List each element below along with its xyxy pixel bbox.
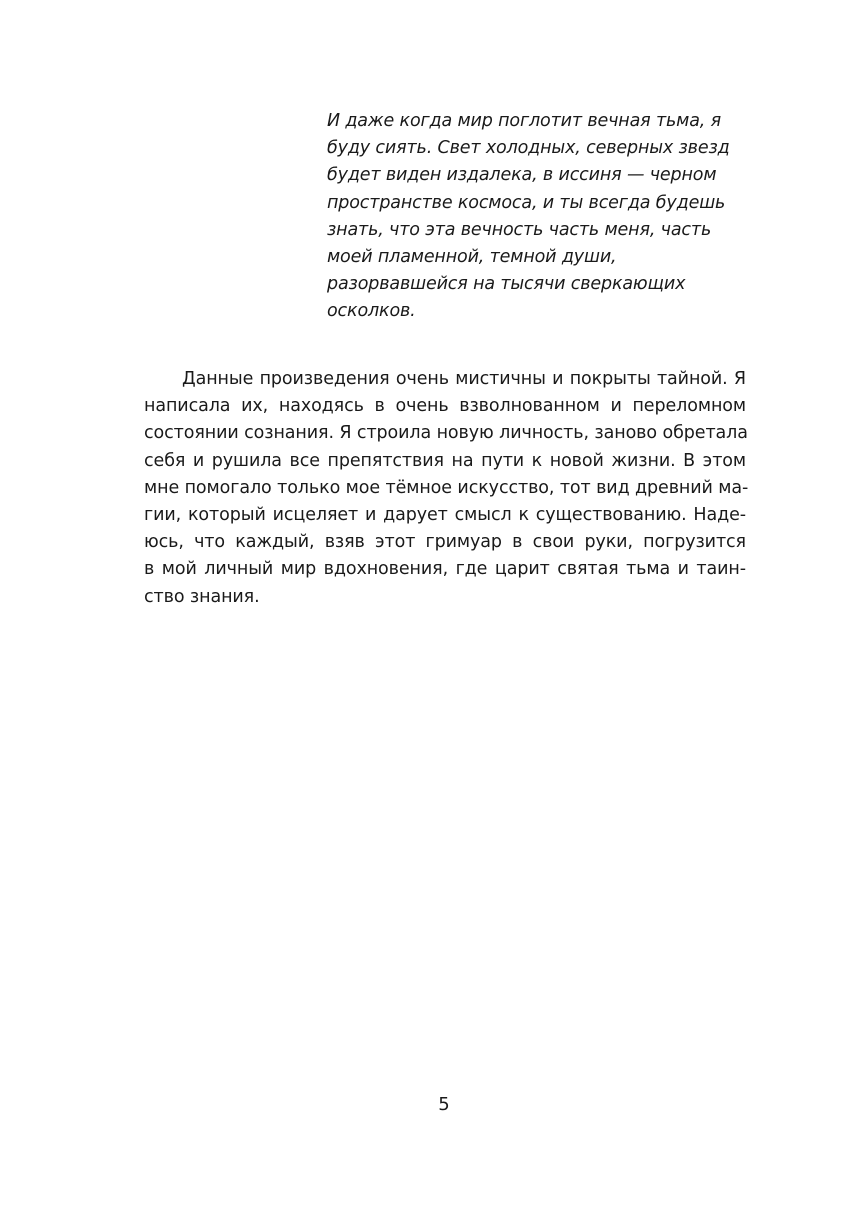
- body-line: написала их, находясь в очень взволнованном и переломном: [144, 396, 746, 417]
- body-line: мне помогало только мое тёмное искусство, тот вид древний ма-: [144, 477, 749, 498]
- body-line: гии, который исцеляет и дарует смысл к существованию. Наде-: [144, 505, 746, 526]
- page-number: 5: [438, 1094, 450, 1115]
- epigraph-line: знать, что эта вечность часть меня, часть: [327, 219, 712, 240]
- epigraph-quote: [327, 108, 747, 326]
- body-line: в мой личный мир вдохновения, где царит святая тьма и таин-: [144, 559, 746, 580]
- epigraph-line: буду сиять. Свет холодных, северных звезд: [327, 138, 730, 159]
- epigraph-line: пространстве космоса, и ты всегда будешь: [327, 192, 726, 213]
- epigraph-line: моей пламенной, темной души,: [327, 247, 617, 268]
- body-line: Данные произведения очень мистичны и покрыты тайной. Я: [182, 369, 746, 389]
- epigraph-line: И даже когда мир поглотит вечная тьма, я: [327, 111, 721, 131]
- body-line: юсь, что каждый, взяв этот гримуар в свои руки, погрузится: [144, 532, 746, 553]
- epigraph-line: разорвавшейся на тысячи сверкающих: [327, 274, 686, 295]
- body-line: ство знания.: [144, 586, 260, 607]
- body-line: себя и рушила все препятствия на пути к новой жизни. В этом: [144, 450, 746, 471]
- body-paragraph: [144, 366, 749, 611]
- body-line: состоянии сознания. Я строила новую личность, заново обретала: [144, 423, 748, 444]
- epigraph-line: будет виден издалека, в иссиня — черном: [327, 165, 717, 186]
- epigraph-line: осколков.: [327, 301, 416, 322]
